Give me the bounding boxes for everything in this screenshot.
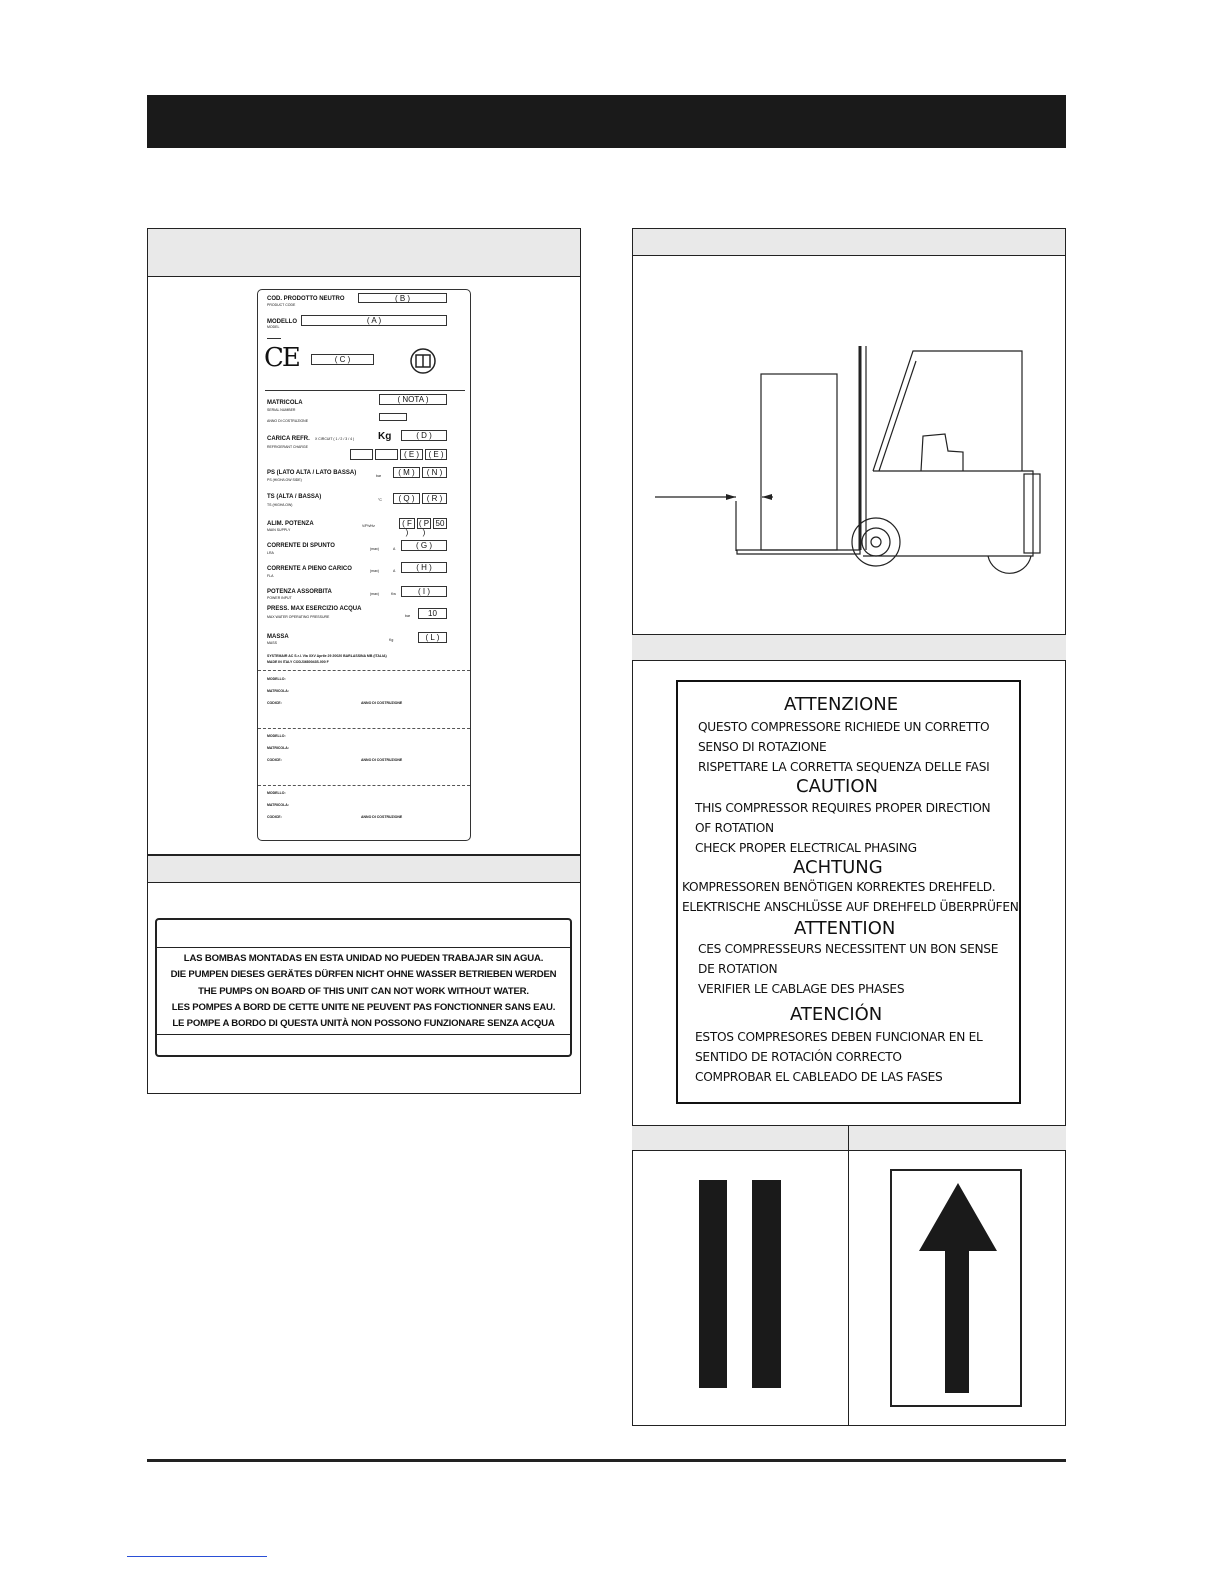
en-line: OF ROTATION xyxy=(695,821,774,835)
c-value: ( C ) xyxy=(311,354,374,365)
es-line: SENTIDO DE ROTACIÓN CORRECTO xyxy=(695,1050,902,1064)
charge-e2: ( E ) xyxy=(425,449,447,460)
stub-codice: CODICE: xyxy=(267,701,282,705)
ts-label: TS (ALTA / BASSA) xyxy=(267,494,322,500)
power-unit: Kw xyxy=(391,592,396,596)
fla-label: CORRENTE A PIENO CARICO xyxy=(267,566,352,572)
rating-plate-label xyxy=(257,289,471,841)
water-warning-sign xyxy=(155,918,572,1057)
rule xyxy=(265,390,465,391)
serial-label: MATRICOLA xyxy=(267,400,303,406)
mass-value: ( L ) xyxy=(418,632,447,643)
charge-unit: Kg xyxy=(378,431,392,442)
lra-label: CORRENTE DI SPUNTO xyxy=(267,543,335,549)
fr-line: DE ROTATION xyxy=(698,962,778,976)
it-line: RISPETTARE LA CORRETTA SEQUENZA DELLE FASI xyxy=(698,760,990,774)
stub-codice: CODICE: xyxy=(267,758,282,762)
vertical-bar-symbol xyxy=(699,1180,727,1388)
en-title: CAUTION xyxy=(796,776,878,797)
ts-sub: TS (HIGH/LOW) xyxy=(267,503,293,507)
footer-rule xyxy=(147,1459,1066,1462)
en-line: THIS COMPRESSOR REQUIRES PROPER DIRECTION xyxy=(695,801,991,815)
model-value: ( A ) xyxy=(301,315,447,326)
maker-line2: MADE IN ITALY CODJ3680043S.000 F xyxy=(267,660,329,664)
es-line: COMPROBAR EL CABLEADO DE LAS FASES xyxy=(695,1070,943,1084)
product-code-value: ( B ) xyxy=(358,293,447,303)
symbols-divider xyxy=(848,1125,849,1425)
vertical-bar-symbol xyxy=(752,1180,781,1388)
lra-sub: LRA xyxy=(267,551,274,555)
water-unit: bar xyxy=(405,614,411,618)
footer-link-underline[interactable] xyxy=(127,1556,267,1557)
fr-line: CES COMPRESSEURS NECESSITENT UN BON SENSE xyxy=(698,942,999,956)
rotation-warning-sign xyxy=(676,680,1021,1104)
supply-label: ALIM. POTENZA xyxy=(267,521,314,527)
water-label: PRESS. MAX ESERCIZIO ACQUA xyxy=(267,606,362,612)
forklift-panel-header xyxy=(633,229,1065,256)
de-title: ACHTUNG xyxy=(793,857,883,878)
year-sub: ANNO DI COSTRUZIONE xyxy=(267,419,309,423)
stub-codice: CODICE: xyxy=(267,815,282,819)
charge-sub: REFRIGERANT CHARGE xyxy=(267,445,308,449)
supply-p: ( P ) xyxy=(418,519,430,537)
supply-f: ( F ) xyxy=(399,518,415,529)
fla-max: (max) xyxy=(370,569,379,573)
ts-q: ( Q ) xyxy=(393,493,420,504)
power-max: (max) xyxy=(370,592,379,596)
lra-unit: A xyxy=(393,547,396,551)
fla-value: ( H ) xyxy=(401,562,447,573)
charge-e1: ( E ) xyxy=(400,449,423,460)
lra-value: ( G ) xyxy=(401,540,447,551)
fr-title: ATTENTION xyxy=(794,918,896,939)
it-line: SENSO DI ROTAZIONE xyxy=(698,740,827,754)
maker-line1: SYSTEMAIR AC S.r.l. Via XXV Aprile 29 20020 BARLASSINA MB (ITALIA) xyxy=(267,654,387,658)
water-warning-de: DIE PUMPEN DIESES GERÄTES DÜRFEN NICHT OHNE WASSER BETRIEBEN WERDEN xyxy=(170,969,557,980)
power-sub: POWER INPUT xyxy=(267,596,292,600)
fr-line: VERIFIER LE CABLAGE DES PHASES xyxy=(698,982,905,996)
power-label: POTENZA ASSORBITA xyxy=(267,589,332,595)
lra-max: (max) xyxy=(370,547,379,551)
stub-matricola: MATRICOLA: xyxy=(267,689,289,693)
fla-unit: A xyxy=(393,569,396,573)
mass-sub: MASS xyxy=(267,641,277,645)
rule xyxy=(267,338,281,339)
tear-line xyxy=(258,728,470,729)
symbols-panel-header xyxy=(632,1125,1066,1151)
charge-box xyxy=(375,449,398,460)
ps-label: PS (LATO ALTA / LATO BASSA) xyxy=(267,470,357,476)
stub-anno: ANNO DI COSTRUZIONE xyxy=(361,815,403,819)
water-value: 10 xyxy=(418,608,447,619)
supply-hz: 50 xyxy=(433,518,447,529)
ps-m: ( M ) xyxy=(393,467,420,478)
ts-unit: °C xyxy=(378,498,382,502)
serial-value: ( NOTA ) xyxy=(379,394,447,405)
es-title: ATENCIÓN xyxy=(790,1004,883,1025)
water-sub: MAX WATER OPERATING PRESSURE xyxy=(267,615,330,619)
de-line: KOMPRESSOREN BENÖTIGEN KORREKTES DREHFELD. xyxy=(682,880,996,894)
water-warning-en: THE PUMPS ON BOARD OF THIS UNIT CAN NOT WORK WITHOUT WATER. xyxy=(198,986,529,997)
ps-sub: PS (HIGH/LOW SIDE) xyxy=(267,478,302,482)
mass-label: MASSA xyxy=(267,634,289,640)
ce-mark: CE xyxy=(264,343,299,373)
stub-matricola: MATRICOLA: xyxy=(267,803,289,807)
manual-book-icon xyxy=(410,348,436,374)
fla-sub: FLA xyxy=(267,574,274,578)
water-warning-es: LAS BOMBAS MONTADAS EN ESTA UNIDAD NO PUEDEN TRABAJAR SIN AGUA. xyxy=(183,953,544,964)
charge-box xyxy=(350,449,373,460)
water-warning-fr: LES POMPES A BORD DE CETTE UNITE NE PEUVENT PAS FONCTIONNER SANS EAU. xyxy=(171,1002,556,1013)
mass-unit: Kg xyxy=(389,638,394,642)
model-sub: MODEL xyxy=(267,325,280,329)
section-title-bar xyxy=(147,95,1066,148)
serial-sub: SERIAL NUMBER xyxy=(267,408,296,412)
stub-anno: ANNO DI COSTRUZIONE xyxy=(361,701,403,705)
stub-matricola: MATRICOLA: xyxy=(267,746,289,750)
it-title: ATTENZIONE xyxy=(784,694,899,715)
supply-unit: V/Ph/Hz xyxy=(362,524,375,528)
ps-n: ( N ) xyxy=(422,467,447,478)
water-warning-it: LE POMPE A BORDO DI QUESTA UNITÀ NON POSSONO FUNZIONARE SENZA ACQUA xyxy=(172,1018,555,1029)
water-warning-text-band xyxy=(157,947,570,1035)
tear-line xyxy=(258,785,470,786)
rotation-panel-header xyxy=(632,634,1066,661)
stub-modello: MODELLO: xyxy=(267,791,286,795)
de-line: ELEKTRISCHE ANSCHLÜSSE AUF DREHFELD ÜBERPRÜFEN xyxy=(682,900,1019,914)
charge-label: CARICA REFR. xyxy=(267,436,310,442)
it-line: QUESTO COMPRESSORE RICHIEDE UN CORRETTO xyxy=(698,720,990,734)
up-arrow-icon xyxy=(892,1171,1020,1405)
ps-unit: bar xyxy=(376,474,382,478)
power-value: ( I ) xyxy=(401,586,447,597)
product-code-sub: PRODUCT CODE xyxy=(267,303,296,307)
en-line: CHECK PROPER ELECTRICAL PHASING xyxy=(695,841,917,855)
stub-modello: MODELLO: xyxy=(267,734,286,738)
charge-value: ( D ) xyxy=(401,430,447,441)
model-label: MODELLO xyxy=(267,319,297,325)
forklift-lifting-illustration xyxy=(633,256,1065,634)
year-box xyxy=(379,413,407,421)
supply-sub: MAIN SUPPLY xyxy=(267,528,291,532)
tear-line xyxy=(258,670,470,671)
stub-anno: ANNO DI COSTRUZIONE xyxy=(361,758,403,762)
water-warning-panel-header xyxy=(148,855,580,883)
es-line: ESTOS COMPRESORES DEBEN FUNCIONAR EN EL xyxy=(695,1030,983,1044)
stub-modello: MODELLO: xyxy=(267,677,286,681)
charge-circuit: X CIRCUIT ( 1 / 2 / 3 / 4 ) xyxy=(315,437,355,441)
rating-plate-panel-header xyxy=(148,229,580,277)
this-side-up-sign xyxy=(890,1169,1022,1407)
product-code-label: COD. PRODOTTO NEUTRO xyxy=(267,296,345,302)
ts-r: ( R ) xyxy=(422,493,447,504)
